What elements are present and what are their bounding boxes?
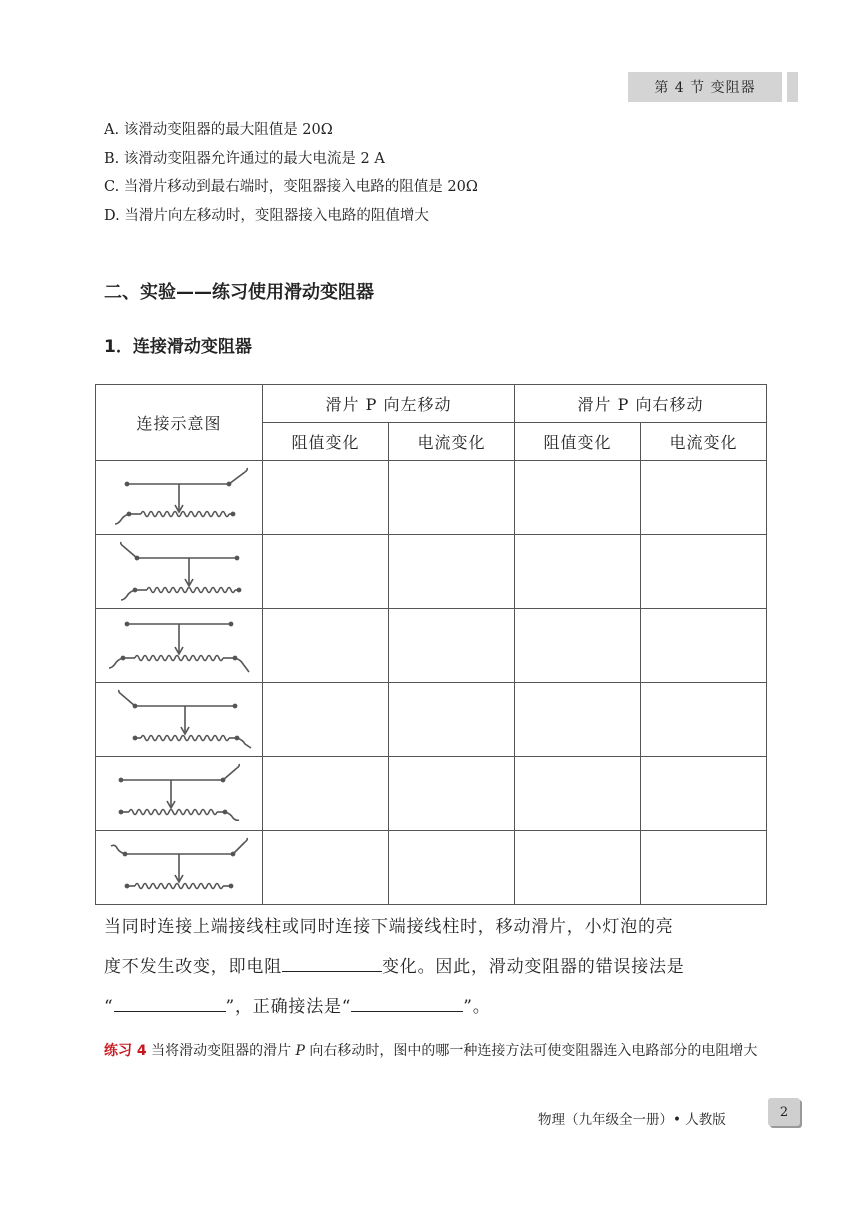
exercise-p-symbol: P: [295, 1043, 305, 1059]
cell-empty[interactable]: [263, 831, 389, 905]
rheostat-diagram-3: [96, 609, 263, 683]
cell-empty[interactable]: [389, 609, 515, 683]
cell-empty[interactable]: [515, 609, 641, 683]
header-diagram: 连接示意图: [96, 385, 263, 461]
rheostat-diagram-6: [96, 831, 263, 905]
rheostat-diagram-1: [96, 461, 263, 535]
para-line-3: [104, 987, 764, 1027]
cell-empty[interactable]: [515, 757, 641, 831]
rheostat-connection-table: [95, 384, 767, 905]
subheader-right-current: 电流变化: [641, 423, 767, 461]
fill-blank-3[interactable]: [351, 989, 463, 1012]
fill-blank-1[interactable]: [282, 949, 382, 972]
cell-empty[interactable]: [641, 683, 767, 757]
header-slide-left: 滑片 P 向左移动: [263, 385, 515, 423]
cell-empty[interactable]: [389, 535, 515, 609]
cell-empty[interactable]: [515, 535, 641, 609]
para-line-3-mid: ”，正确接法是“: [225, 997, 352, 1017]
subheader-left-resistance: 阻值变化: [263, 423, 389, 461]
option-b: B. 该滑动变阻器允许通过的最大电流是 2 A: [104, 150, 385, 167]
section-header-tab: 第 4 节 变阻器: [628, 72, 782, 102]
para-line-1: 当同时连接上端接线柱或同时连接下端接线柱时，移动滑片，小灯泡的亮: [104, 917, 674, 937]
explanation-paragraph: [104, 907, 764, 1027]
subheader-left-current: 电流变化: [389, 423, 515, 461]
header-bar-decoration: [787, 72, 798, 102]
exercise-text-1: 当将滑动变阻器的滑片: [146, 1043, 296, 1059]
table-row: [96, 535, 767, 609]
footer-book-title: 物理（九年级全一册）• 人教版: [538, 1112, 726, 1128]
cell-empty[interactable]: [263, 757, 389, 831]
exercise-label: 练习 4: [104, 1043, 147, 1059]
table-row: [96, 831, 767, 905]
page-number-badge: 2: [768, 1098, 800, 1126]
subheader-right-resistance: 阻值变化: [515, 423, 641, 461]
cell-empty[interactable]: [389, 831, 515, 905]
section-title: 二、实验——练习使用滑动变阻器: [104, 282, 374, 303]
table-row: [96, 683, 767, 757]
cell-empty[interactable]: [263, 535, 389, 609]
cell-empty[interactable]: [389, 757, 515, 831]
fill-blank-2[interactable]: [114, 989, 226, 1012]
option-c: C. 当滑片移动到最右端时，变阻器接入电路的阻值是 20Ω: [104, 179, 478, 195]
cell-empty[interactable]: [515, 683, 641, 757]
cell-empty[interactable]: [641, 757, 767, 831]
para-line-2-post: 变化。因此，滑动变阻器的错误接法是: [382, 957, 685, 977]
table-row: [96, 461, 767, 535]
table-row: [96, 757, 767, 831]
exercise-text-2: 向右移动时，图中的哪一种连接方法可使变阻器连入电路部分的电阻增大: [304, 1043, 758, 1059]
cell-empty[interactable]: [641, 609, 767, 683]
cell-empty[interactable]: [515, 461, 641, 535]
quote-open: “: [104, 997, 114, 1017]
quote-close: ”。: [463, 997, 491, 1017]
subsection-title: 1．连接滑动变阻器: [104, 337, 252, 357]
rheostat-diagram-4: [96, 683, 263, 757]
option-a: A. 该滑动变阻器的最大阻值是 20Ω: [104, 122, 333, 138]
exercise-4: [104, 1040, 764, 1062]
option-d: D. 当滑片向左移动时，变阻器接入电路的阻值增大: [104, 207, 429, 224]
cell-empty[interactable]: [389, 683, 515, 757]
para-line-2-pre: 度不发生改变，即电阻: [104, 957, 282, 977]
cell-empty[interactable]: [641, 535, 767, 609]
cell-empty[interactable]: [641, 831, 767, 905]
table-row: [96, 609, 767, 683]
cell-empty[interactable]: [641, 461, 767, 535]
rheostat-diagram-5: [96, 757, 263, 831]
header-slide-right: 滑片 P 向右移动: [515, 385, 767, 423]
cell-empty[interactable]: [263, 609, 389, 683]
cell-empty[interactable]: [515, 831, 641, 905]
para-line-2: [104, 947, 764, 987]
cell-empty[interactable]: [389, 461, 515, 535]
rheostat-diagram-2: [96, 535, 263, 609]
cell-empty[interactable]: [263, 461, 389, 535]
cell-empty[interactable]: [263, 683, 389, 757]
answer-options: [104, 116, 478, 230]
